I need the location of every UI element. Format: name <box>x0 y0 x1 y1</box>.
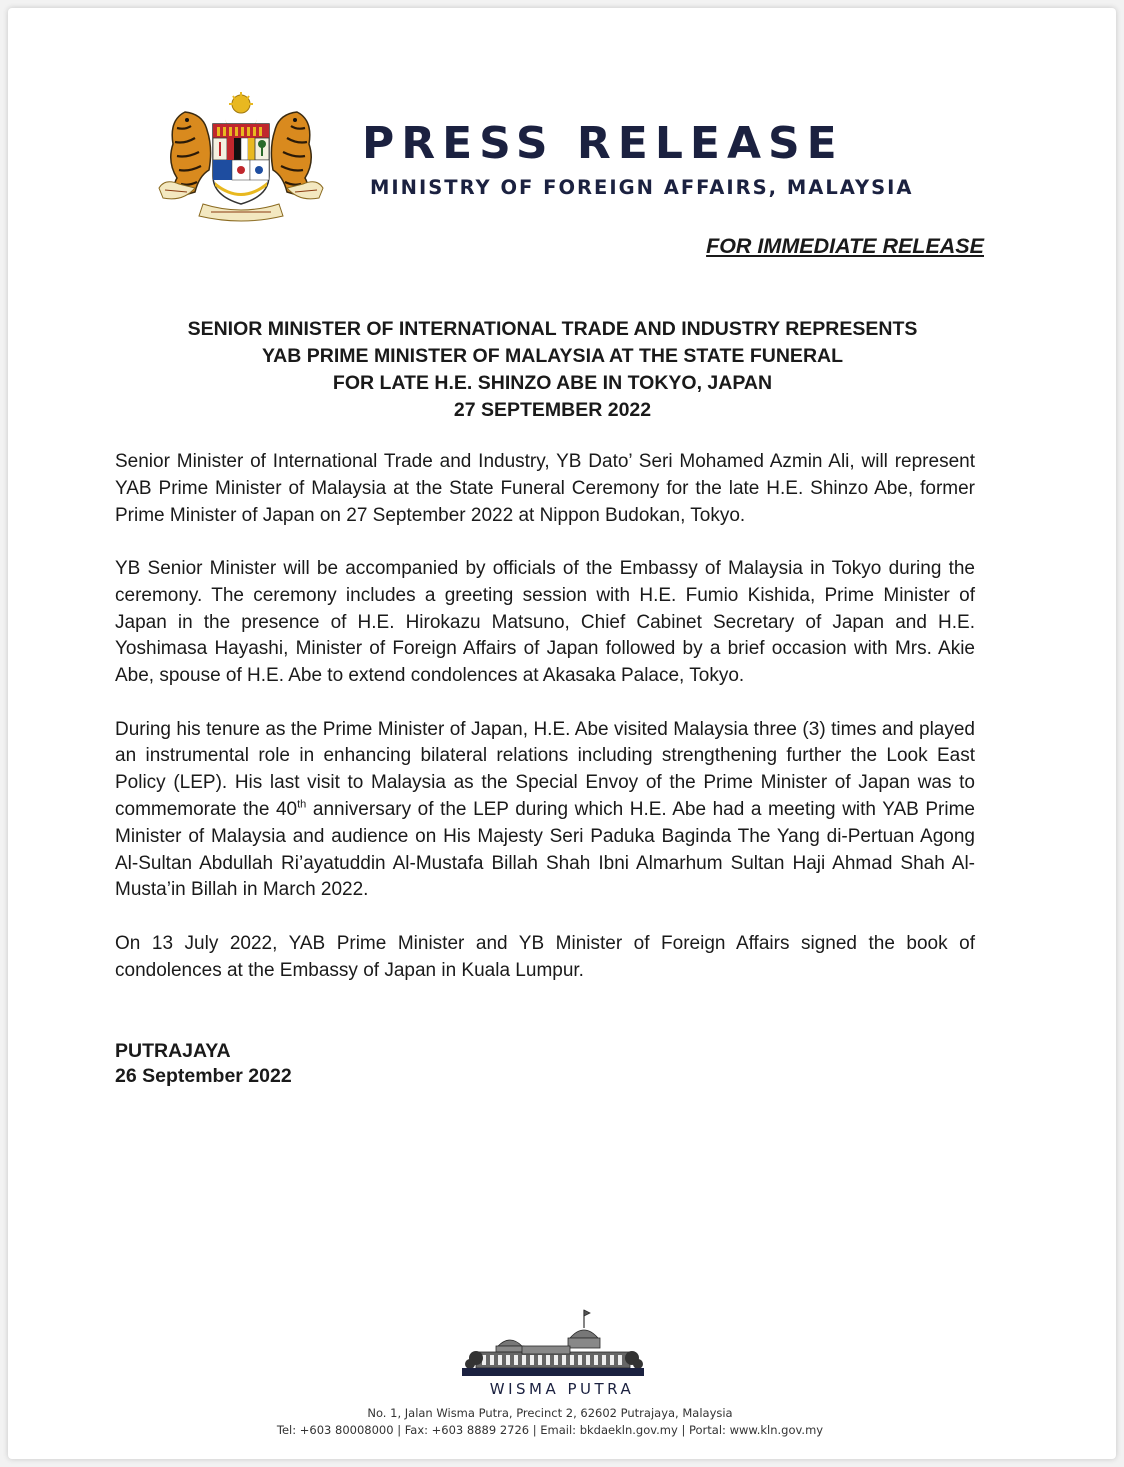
footer-address: No. 1, Jalan Wisma Putra, Precinct 2, 62602 Putrajaya, Malaysia <box>367 1406 733 1420</box>
ministry-subtitle: MINISTRY OF FOREIGN AFFAIRS, MALAYSIA <box>370 176 914 199</box>
headline-line: YAB PRIME MINISTER OF MALAYSIA AT THE STATE FUNERAL <box>261 345 844 367</box>
immediate-release-label: FOR IMMEDIATE RELEASE <box>706 234 984 258</box>
ordinal-suffix: th <box>297 798 307 811</box>
paragraph-text: During his tenure as the Prime Minister of Japan, H.E. Abe visited Malaysia three (3) times and played an instrumental role in enhancing bilateral relations including strengthening further the Look East Policy (LEP). His last visit to Malaysia as the Special Envoy of the Prime Minister of Japan was to commemorate the 40 <box>115 718 975 820</box>
footer-contact: Tel: +603 80008000 | Fax: +603 8889 2726 | Email: bkdaekln.gov.my | Portal: www.kln.gov.my <box>276 1423 824 1437</box>
paragraph: Senior Minister of International Trade and Industry, YB Dato’ Seri Mohamed Azmin Ali, will represent YAB Prime Minister of Malaysia at the State Funeral Ceremony for the late H.E. Shinzo Abe, former Prime Minister of Japan on 27 September 2022 at Nippon Budokan, Tokyo. <box>115 451 975 526</box>
paragraph-text: anniversary of the LEP during which H.E. Abe had a meeting with YAB Prime Minister of Malaysia and audience on His Majesty Seri Paduka Baginda The Yang di-Pertuan Agong Al-Sultan Abdullah Ri’ayatuddin Al-Mustafa Billah Shah Ibni Almarhum Sultan Haji Ahmad Shah Al-Musta’in Billah in March 2022. <box>115 798 976 901</box>
paragraph: YB Senior Minister will be accompanied by officials of the Embassy of Malaysia in Tokyo during the ceremony. The ceremony includes a greeting session with H.E. Fumio Kishida, Prime Minister of Japan in the presence of H.E. Hirokazu Matsuno, Chief Cabinet Secretary of Japan and H.E. Yoshimasa Hayashi, Minister of Foreign Affairs of Japan followed by a brief occasion with Mrs. Akie Abe, spouse of H.E. Abe to extend condolences at Akasaka Palace, Tokyo. <box>115 557 975 687</box>
wisma-putra-building-icon <box>462 1308 644 1380</box>
wisma-putra-name: WISMA PUTRA <box>489 1380 635 1398</box>
headline-line: FOR LATE H.E. SHINZO ABE IN TOKYO, JAPAN <box>332 372 773 394</box>
body-text <box>115 449 975 1011</box>
headline-line: SENIOR MINISTER OF INTERNATIONAL TRADE AND INDUSTRY REPRESENTS <box>187 318 918 340</box>
signoff-place: PUTRAJAYA <box>115 1040 231 1062</box>
signoff-date: 26 September 2022 <box>115 1065 292 1087</box>
paragraph: On 13 July 2022, YAB Prime Minister and YB Minister of Foreign Affairs signed the book of condolences at the Embassy of Japan in Kuala Lumpur. <box>115 932 975 981</box>
headline-date: 27 SEPTEMBER 2022 <box>453 399 652 421</box>
paragraph <box>115 717 975 905</box>
press-release-title: PRESS RELEASE <box>362 118 844 169</box>
coat-of-arms-icon <box>155 92 327 224</box>
signoff <box>115 1039 292 1089</box>
headline <box>115 316 990 424</box>
